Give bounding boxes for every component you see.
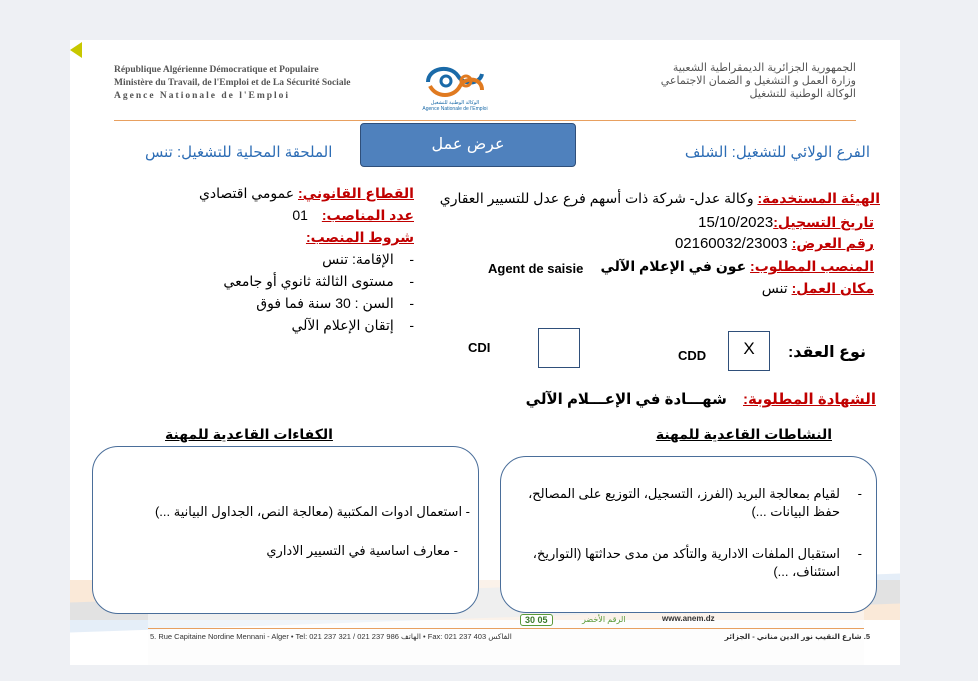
regional-branch: الفرع الولائي للتشغيل: الشلف <box>684 144 870 161</box>
condition-bullet: - <box>393 295 414 311</box>
offer-number-label: رقم العرض: <box>791 235 874 251</box>
cdd-checkbox[interactable]: X <box>728 331 770 371</box>
condition-item <box>322 251 414 268</box>
place-value: تنس <box>761 280 788 296</box>
activity-bullet: - <box>857 486 862 501</box>
activity-item <box>517 485 862 521</box>
footer-divider <box>148 628 864 629</box>
header-divider <box>114 120 856 121</box>
condition-text: مستوى الثالثة ثانوي أو جامعي <box>223 273 394 289</box>
local-branch: الملحقة المحلية للتشغيل: تنس <box>145 144 333 161</box>
header-fr-line2: Ministère du Travail, de l'Emploi et de La Sécurité Sociale <box>114 78 351 88</box>
certificate-row <box>526 390 876 408</box>
condition-item <box>256 295 414 312</box>
place-row <box>762 280 874 297</box>
skill-item: - استعمال ادوات المكتبية (معالجة النص، الجداول البيانية ...) <box>154 504 470 519</box>
contract-label: نوع العقد: <box>787 344 866 361</box>
sector-row <box>199 185 414 202</box>
conditions-label-row <box>306 229 414 246</box>
condition-item <box>223 273 414 290</box>
header-ar-line1: الجمهورية الجزائرية الديمقراطية الشعبية <box>672 62 856 74</box>
header-fr-line1: République Algérienne Démocratique et Populaire <box>114 65 319 75</box>
employer-label: الهيئة المستخدمة: <box>757 190 880 206</box>
positions-count-row <box>292 207 414 224</box>
activities-heading: النشاطات القاعدية للمهنة <box>655 426 832 442</box>
sector-label: القطاع القانوني: <box>298 185 414 201</box>
condition-text: السن : 30 سنة فما فوق <box>256 295 394 311</box>
cdi-label: CDI <box>468 340 491 355</box>
condition-text: الإقامة: تنس <box>322 251 394 267</box>
header-ar-line2: وزارة العمل و التشغيل و الضمان الاجتماعي <box>660 75 856 87</box>
position-french: Agent de saisie <box>488 261 584 276</box>
skills-heading: الكفاءات القاعدية للمهنة <box>165 426 333 442</box>
activity-text: استقبال الملفات الادارية والتأكد من مدى حداثتها (التواريخ، استئناف، ...) <box>532 546 840 579</box>
collapse-arrow-icon[interactable] <box>70 42 82 58</box>
footer-address-ar: 5. شارع النقيب نور الدين مناني - الجزائر <box>724 632 870 641</box>
green-number-label: الرقم الأخضر <box>582 615 626 624</box>
activity-text: لقيام بمعالجة البريد (الفرز، التسجيل، التوزيع على المصالح، حفظ البيانات ...) <box>528 486 840 519</box>
certificate-label: الشهادة المطلوبة: <box>743 391 876 408</box>
logo-caption-fr: Agence Nationale de l'Emploi <box>422 106 488 112</box>
condition-item <box>292 317 415 334</box>
date-value: 15/10/2023 <box>698 214 774 231</box>
cdi-checkbox[interactable] <box>538 328 580 368</box>
skill-item: - معارف اساسية في التسيير الاداري <box>266 543 458 558</box>
position-row <box>601 258 874 275</box>
employer-value: وكالة عدل- شركة ذات أسهم فرع عدل للتسيير العقاري <box>439 190 754 206</box>
logo-caption-ar: الوكالة الوطنية للتشغيل <box>430 100 480 106</box>
header-ar-line3: الوكالة الوطنية للتشغيل <box>749 88 856 100</box>
green-number-badge: 30 05 <box>520 614 553 626</box>
page-title: عرض عمل <box>360 123 576 167</box>
position-label: المنصب المطلوب: <box>750 258 874 274</box>
cdd-label: CDD <box>678 348 707 363</box>
header-fr-line3: Agence Nationale de l'Emploi <box>114 91 291 101</box>
sector-value: عمومي اقتصادي <box>198 185 295 201</box>
certificate-value: شهـــادة في الإعـــلام الآلي <box>525 391 727 408</box>
positions-count-value: 01 <box>292 207 308 223</box>
employer-row <box>440 190 880 207</box>
offer-number-value: 02160032/23003 <box>674 235 788 252</box>
logo-caption <box>415 100 495 112</box>
date-row <box>698 214 874 231</box>
offer-number-row <box>675 235 874 252</box>
footer-address-fr: 5. Rue Capitaine Nordine Mennani - Alger • Tel: 021 237 321 / 021 237 986 الهاتف • Fax: 021 237 403 الفاكس <box>150 632 512 641</box>
document-page <box>70 40 900 665</box>
activity-item <box>517 545 862 581</box>
header-arabic <box>661 62 856 101</box>
activity-bullet: - <box>857 546 862 561</box>
condition-bullet: - <box>393 317 414 333</box>
condition-text: إتقان الإعلام الآلي <box>291 317 394 333</box>
website-link[interactable]: www.anem.dz <box>662 614 715 623</box>
skills-box <box>92 446 479 614</box>
header-french <box>114 64 350 103</box>
position-value: عون في الإعلام الآلي <box>600 258 747 274</box>
date-label: تاريخ التسجيل: <box>773 214 874 230</box>
condition-bullet: - <box>393 251 414 267</box>
condition-bullet: - <box>393 273 414 289</box>
conditions-label: شروط المنصب: <box>305 229 414 245</box>
positions-count-label: عدد المناصب: <box>321 207 414 223</box>
place-label: مكان العمل: <box>791 280 874 296</box>
activities-box <box>500 456 877 613</box>
